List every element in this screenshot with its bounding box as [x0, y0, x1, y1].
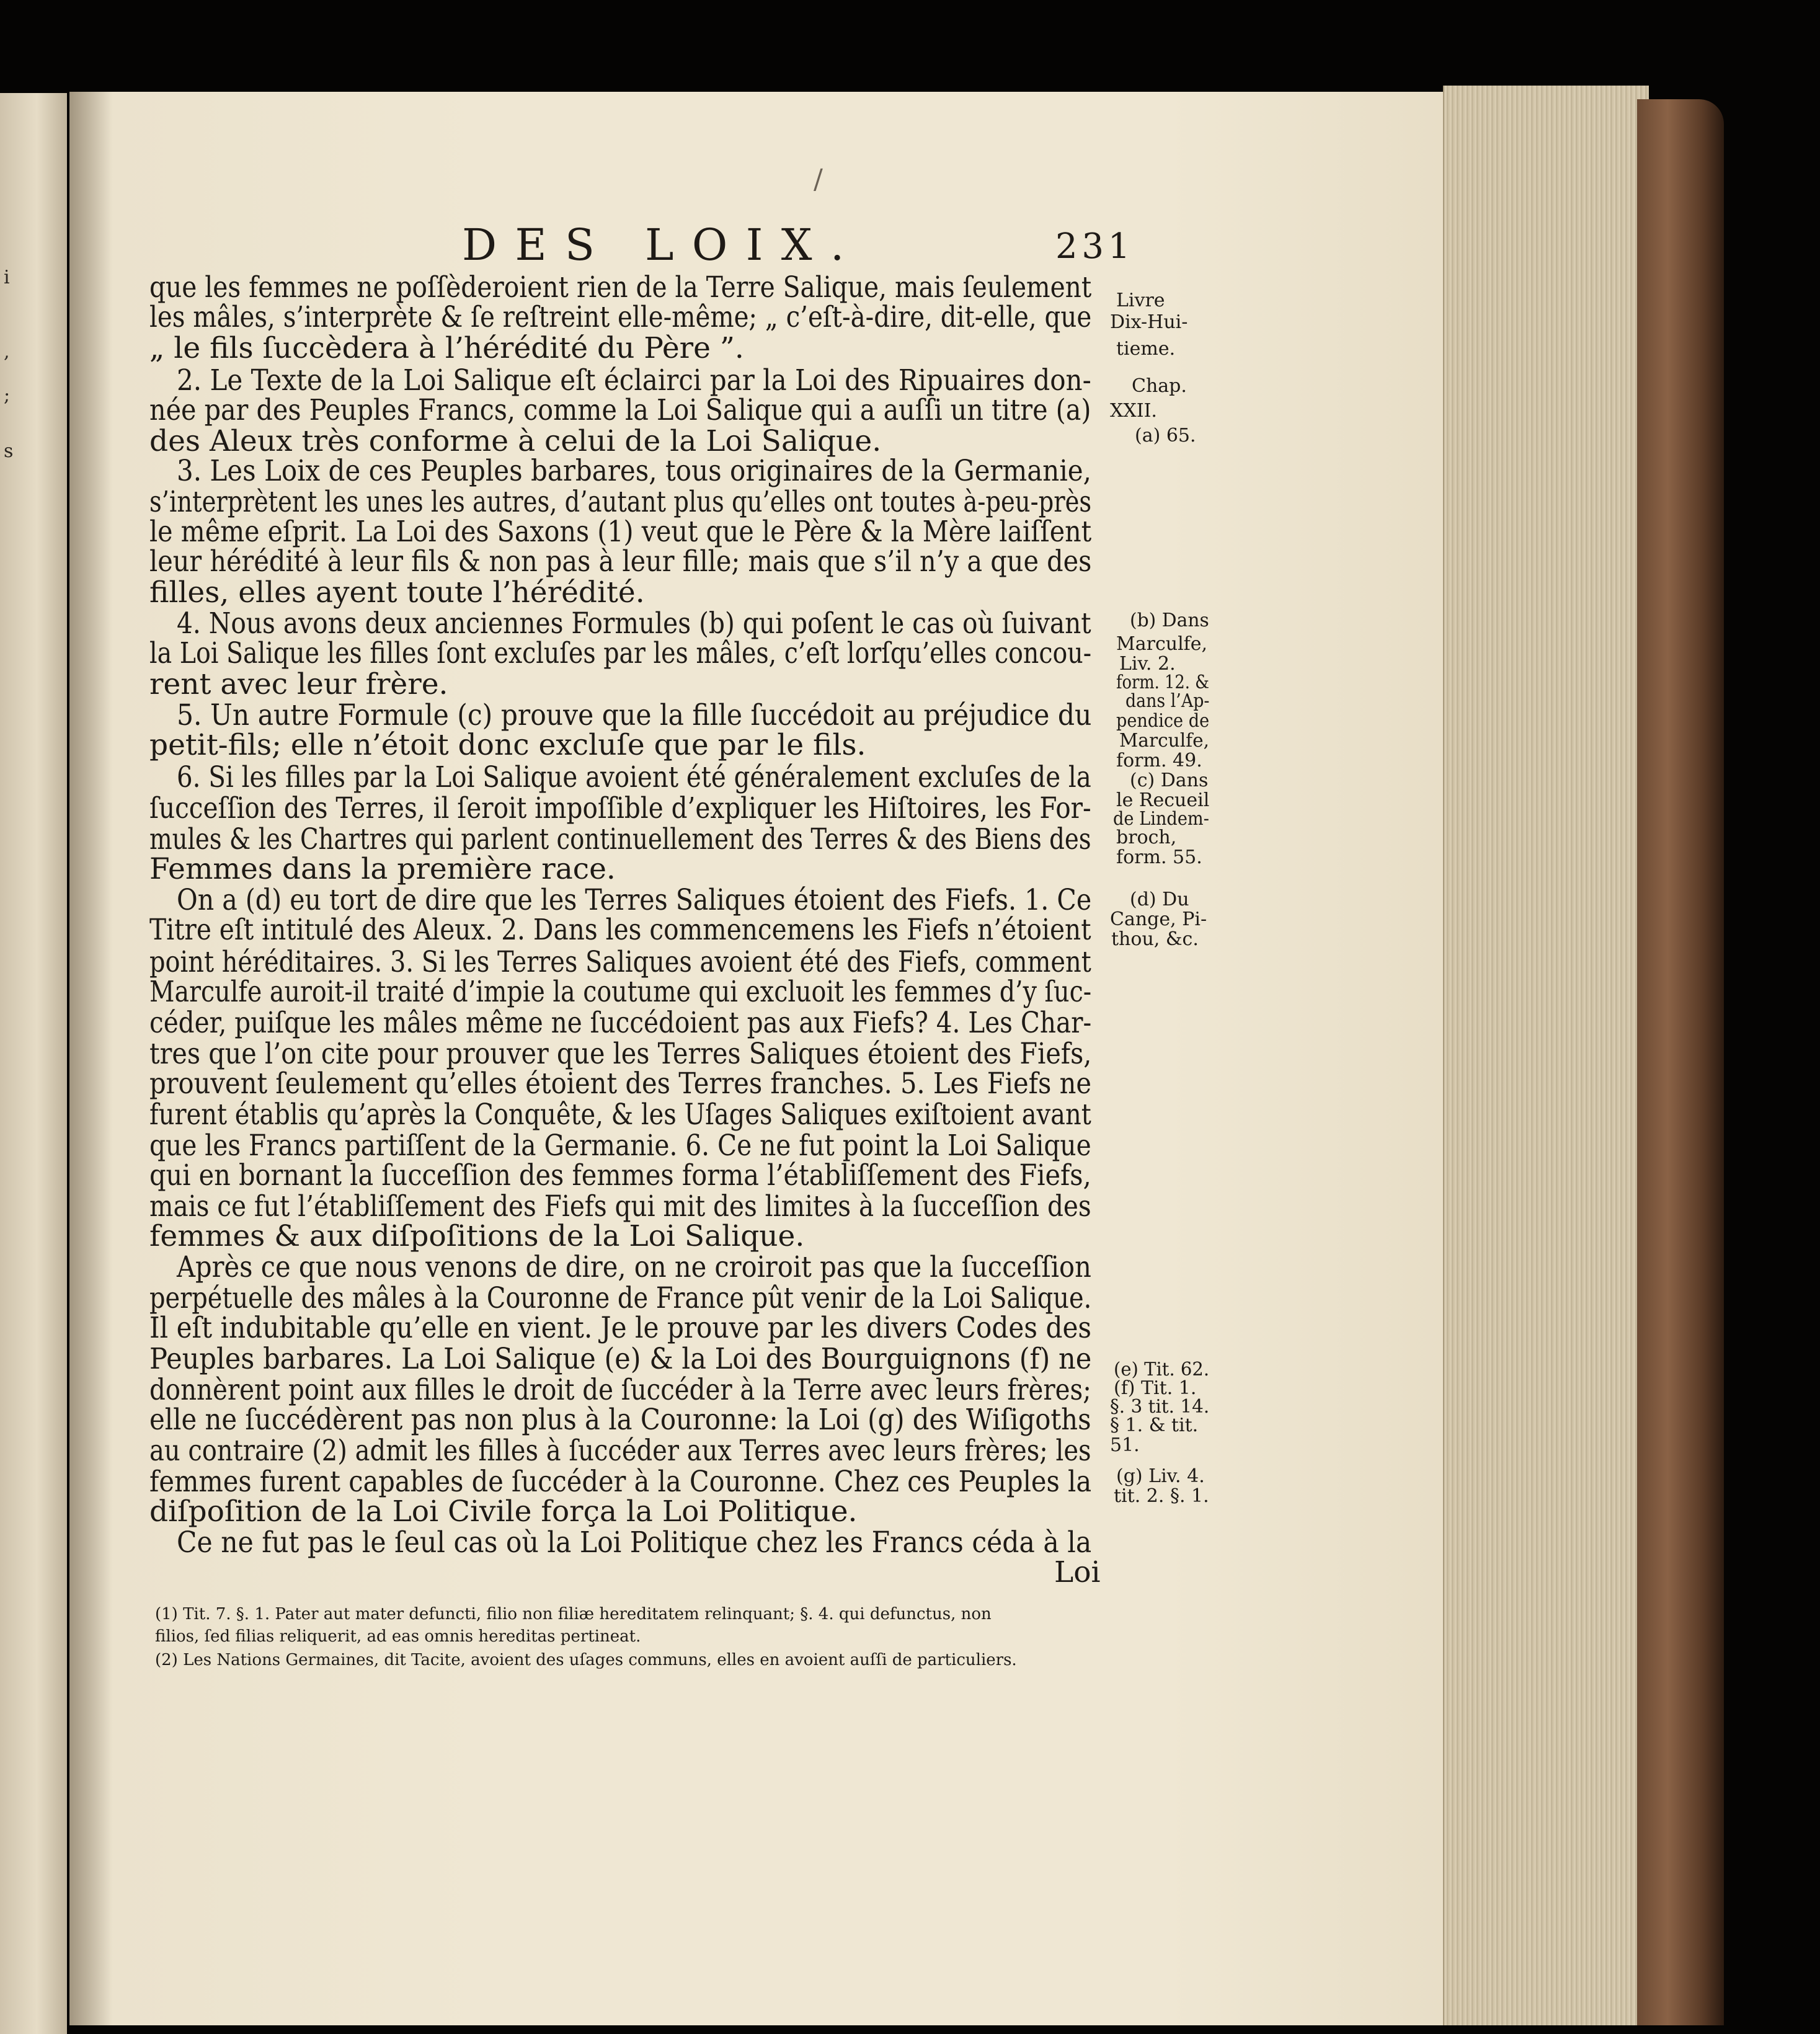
page-fore-edge — [1443, 86, 1649, 2025]
left-page-mark: s — [4, 440, 14, 462]
margin-note-line: Marculfe, — [1119, 730, 1210, 752]
text-line: 3. Les Loix de ces Peuples barbares, tous originaires de la Germanie, — [177, 454, 1091, 488]
margin-note-line: (b) Dans — [1130, 610, 1209, 631]
text-line: s’interprètent les unes les autres, d’autant plus qu’elles ont toutes à-peu-près — [149, 485, 1092, 519]
leather-cover — [1637, 99, 1724, 2025]
text-line: ſucceſſion des Terres, il ſeroit impoſſible d’expliquer les Hiſtoires, les For- — [149, 791, 1091, 825]
margin-note-line: Marculfe, — [1116, 633, 1208, 655]
text-line: rent avec leur frère. — [149, 667, 448, 701]
margin-note-line: (a) 65. — [1135, 425, 1196, 446]
margin-note-line: Chap. — [1132, 375, 1187, 397]
left-page-edge — [0, 93, 67, 2034]
text-line: „ le fils ſuccèdera à l’hérédité du Père ”. — [149, 331, 744, 365]
margin-note-line: broch, — [1116, 827, 1177, 848]
text-line: tres que l’on cite pour prouver que les Terres Saliques étoient des Fiefs, — [149, 1037, 1092, 1071]
margin-note-line: form. 49. — [1116, 750, 1202, 771]
text-line: furent établis qu’après la Conquête, & les Uſages Saliques exiſtoient avant — [149, 1098, 1091, 1132]
text-line: prouvent ſeulement qu’elles étoient des Terres franches. 5. Les Fiefs ne — [149, 1067, 1092, 1101]
page-gutter-shadow — [69, 92, 113, 2025]
margin-note-line: § 1. & tit. — [1110, 1414, 1199, 1436]
margin-note-line: (c) Dans — [1130, 770, 1209, 791]
margin-note-line: le Recueil — [1116, 789, 1210, 811]
text-line: que les Francs partiſſent de la Germanie. 6. Ce ne fut point la Loi Salique — [149, 1129, 1091, 1163]
text-line: Après ce que nous venons de dire, on ne croiroit pas que la ſucceſſion — [177, 1250, 1091, 1284]
margin-note-line: (e) Tit. 62. — [1114, 1359, 1210, 1380]
margin-note-line: form. 12. & — [1116, 672, 1209, 693]
margin-note-line: pendice de — [1116, 710, 1210, 732]
text-line: que les femmes ne poſſèderoient rien de la Terre Salique, mais ſeulement — [149, 270, 1092, 304]
text-line: petit-fils; elle n’étoit donc excluſe que par le fils. — [149, 728, 866, 762]
text-line: qui en bornant la ſucceſſion des femmes forma l’établiſſement des Fiefs, — [149, 1158, 1091, 1192]
left-page-mark: i — [4, 267, 10, 288]
margin-note-line: tieme. — [1116, 338, 1176, 360]
margin-note-line: 51. — [1110, 1434, 1140, 1456]
text-line: 5. Un autre Formule (c) prouve que la fille ſuccédoit au préjudice du — [177, 698, 1092, 732]
text-line: la Loi Salique les filles ſont excluſes par les mâles, c’eſt lorſqu’elles concou- — [149, 636, 1092, 670]
left-page-mark: ; — [4, 384, 11, 406]
text-line: perpétuelle des mâles à la Couronne de France pût venir de la Loi Salique. — [149, 1281, 1092, 1315]
text-line: née par des Peuples Francs, comme la Loi Salique qui a auſſi un titre (a) — [149, 393, 1091, 427]
margin-note-line: Liv. 2. — [1119, 653, 1176, 675]
text-line: Titre eſt intitulé des Aleux. 2. Dans les commencemens les Fiefs n’étoient — [149, 913, 1091, 947]
margin-note-line: form. 55. — [1116, 846, 1202, 868]
text-line: Il eſt indubitable qu’elle en vient. Je le prouve par les divers Codes des — [149, 1311, 1092, 1345]
margin-note-line: XXII. — [1110, 400, 1157, 422]
text-line: mules & les Chartres qui parlent continuellement des Terres & des Biens des — [149, 822, 1091, 856]
margin-note-line: (f) Tit. 1. — [1114, 1377, 1197, 1399]
text-line: Femmes dans la première race. — [149, 852, 616, 886]
text-line: des Aleux très conforme à celui de la Loi Salique. — [149, 424, 882, 458]
text-line: les mâles, s’interprète & ſe reſtreint elle-même; „ c’eſt-à-dire, dit-elle, que — [149, 300, 1092, 334]
margin-note-line: §. 3 tit. 14. — [1110, 1396, 1210, 1418]
margin-note-line: de Lindem- — [1113, 808, 1209, 830]
text-line: point héréditaires. 3. Si les Terres Saliques avoient été des Fiefs, comment — [149, 945, 1091, 979]
text-line: elle ne ſuccédèrent pas non plus à la Couronne: la Loi (g) des Wiſigoths — [149, 1403, 1091, 1437]
margin-note-line: dans l’Ap- — [1125, 690, 1210, 712]
text-line: Ce ne fut pas le ſeul cas où la Loi Politique chez les Francs céda à la — [177, 1526, 1092, 1560]
margin-note-line: Dix-Hui- — [1110, 311, 1188, 333]
text-line: mais ce fut l’établiſſement des Fiefs qui mit des limites à la ſucceſſion des — [149, 1189, 1091, 1224]
text-line: 2. Le Texte de la Loi Salique eſt éclairci par la Loi des Ripuaires don- — [177, 363, 1091, 397]
text-line: femmes furent capables de ſuccéder à la Couronne. Chez ces Peuples la — [149, 1465, 1092, 1499]
text-line: donnèrent point aux filles le droit de ſuccéder à la Terre avec leurs frères; — [149, 1373, 1091, 1407]
margin-note-line: tit. 2. §. 1. — [1114, 1485, 1209, 1507]
text-line: filles, elles ayent toute l’hérédité. — [149, 575, 645, 610]
text-line: On a (d) eu tort de dire que les Terres Saliques étoient des Fiefs. 1. Ce — [177, 883, 1092, 917]
footnote-line: (1) Tit. 7. §. 1. Pater aut mater defuncti, filio non filiæ hereditatem relinquant; §. 4. qui defunctus, non — [155, 1605, 992, 1623]
text-line: 4. Nous avons deux anciennes Formules (b) qui poſent le cas où ſuivant — [177, 606, 1091, 641]
text-line: Loi — [1054, 1555, 1101, 1589]
margin-note-line: (d) Du — [1130, 889, 1189, 910]
margin-note-line: (g) Liv. 4. — [1116, 1465, 1205, 1487]
text-line: Marculfe auroit-il traité d’impie la coutume qui excluoit les femmes d’y ſuc- — [149, 975, 1092, 1009]
pencil-annotation: / — [814, 164, 823, 195]
text-line: diſpoſition de la Loi Civile força la Loi Politique. — [149, 1494, 858, 1529]
left-page-mark: , — [4, 341, 10, 363]
margin-note-line: thou, &c. — [1111, 928, 1199, 950]
text-line: 6. Si les filles par la Loi Salique avoient été généralement excluſes de la — [177, 760, 1091, 794]
text-line: leur hérédité à leur fils & non pas à leur fille; mais que s’il n’y a que des — [149, 544, 1092, 579]
text-line: le même eſprit. La Loi des Saxons (1) veut que le Père & la Mère laiſſent — [149, 515, 1092, 549]
text-line: femmes & aux diſpoſitions de la Loi Salique. — [149, 1219, 805, 1253]
text-line: céder, puiſque les mâles même ne ſuccédoient pas aux Fiefs? 4. Les Char- — [149, 1006, 1092, 1040]
text-line: Peuples barbares. La Loi Salique (e) & la Loi des Bourguignons (f) ne — [149, 1342, 1092, 1376]
margin-note-line: Cange, Pi- — [1110, 908, 1207, 930]
footnote-line: filios, ſed filias reliquerit, ad eas omnis hereditas pertineat. — [155, 1627, 641, 1646]
running-head: DES LOIX. — [462, 220, 863, 270]
footnote-line: (2) Les Nations Germaines, dit Tacite, avoient des uſages communs, elles en avoient auſſi de particuliers. — [155, 1651, 1017, 1669]
page-number: 231 — [1055, 226, 1135, 267]
text-line: au contraire (2) admit les filles à ſuccéder aux Terres avec leurs frères; les — [149, 1434, 1091, 1468]
margin-note-line: Livre — [1116, 290, 1165, 311]
